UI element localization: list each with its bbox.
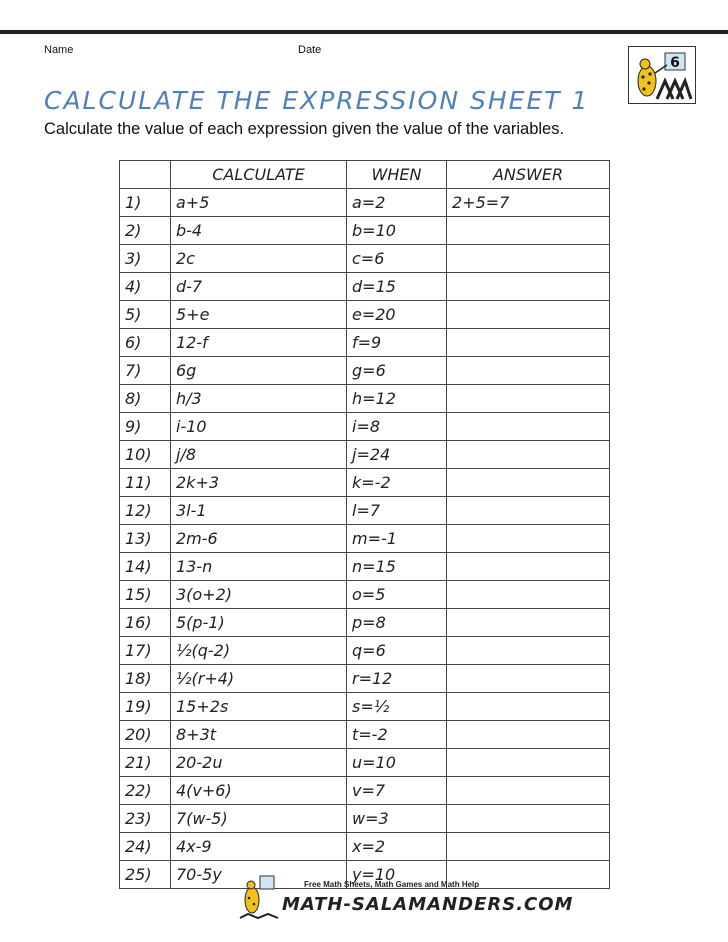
header-when: WHEN	[347, 161, 447, 189]
row-answer[interactable]	[447, 777, 610, 805]
row-number: 22)	[120, 777, 171, 805]
table-row	[120, 777, 610, 805]
row-answer[interactable]	[447, 329, 610, 357]
row-answer[interactable]	[447, 497, 610, 525]
table-row	[120, 357, 610, 385]
row-answer[interactable]	[447, 385, 610, 413]
row-answer[interactable]	[447, 357, 610, 385]
row-answer[interactable]	[447, 441, 610, 469]
row-expression: 5+e	[171, 301, 347, 329]
row-condition: d=15	[347, 273, 447, 301]
row-number: 8)	[120, 385, 171, 413]
table-row	[120, 581, 610, 609]
table-row	[120, 525, 610, 553]
table-row	[120, 805, 610, 833]
row-number: 19)	[120, 693, 171, 721]
table-row	[120, 329, 610, 357]
row-expression: ½(q-2)	[171, 637, 347, 665]
row-answer[interactable]: 2+5=7	[447, 189, 610, 217]
row-condition: j=24	[347, 441, 447, 469]
row-condition: c=6	[347, 245, 447, 273]
row-expression: 8+3t	[171, 721, 347, 749]
row-number: 17)	[120, 637, 171, 665]
table-row	[120, 637, 610, 665]
table-row	[120, 217, 610, 245]
row-condition: q=6	[347, 637, 447, 665]
row-answer[interactable]	[447, 609, 610, 637]
row-number: 14)	[120, 553, 171, 581]
row-condition: g=6	[347, 357, 447, 385]
row-expression: 70-5y	[171, 861, 347, 889]
page-title: CALCULATE THE EXPRESSION SHEET 1	[44, 86, 590, 115]
row-expression: 4x-9	[171, 833, 347, 861]
table-row	[120, 245, 610, 273]
row-number: 10)	[120, 441, 171, 469]
row-number: 15)	[120, 581, 171, 609]
row-expression: 6g	[171, 357, 347, 385]
row-answer[interactable]	[447, 301, 610, 329]
row-answer[interactable]	[447, 833, 610, 861]
row-answer[interactable]	[447, 805, 610, 833]
row-condition: y=10	[347, 861, 447, 889]
table-row	[120, 721, 610, 749]
row-number: 1)	[120, 189, 171, 217]
row-condition: r=12	[347, 665, 447, 693]
row-expression: 12-f	[171, 329, 347, 357]
row-expression: 2k+3	[171, 469, 347, 497]
row-number: 2)	[120, 217, 171, 245]
row-answer[interactable]	[447, 469, 610, 497]
top-rule	[0, 30, 728, 34]
row-number: 4)	[120, 273, 171, 301]
table-row	[120, 833, 610, 861]
row-expression: b-4	[171, 217, 347, 245]
row-answer[interactable]	[447, 693, 610, 721]
table-row	[120, 273, 610, 301]
row-condition: u=10	[347, 749, 447, 777]
date-label: Date	[298, 44, 322, 56]
table-row	[120, 189, 610, 217]
row-condition: s=½	[347, 693, 447, 721]
footer-logo	[238, 874, 280, 920]
grade-logo	[628, 46, 696, 104]
table-row	[120, 413, 610, 441]
row-number: 25)	[120, 861, 171, 889]
table-row	[120, 693, 610, 721]
row-number: 7)	[120, 357, 171, 385]
row-condition: i=8	[347, 413, 447, 441]
header-number	[120, 161, 171, 189]
row-expression: d-7	[171, 273, 347, 301]
row-answer[interactable]	[447, 413, 610, 441]
row-condition: h=12	[347, 385, 447, 413]
row-expression: 4(v+6)	[171, 777, 347, 805]
row-condition: p=8	[347, 609, 447, 637]
row-number: 3)	[120, 245, 171, 273]
row-answer[interactable]	[447, 217, 610, 245]
row-answer[interactable]	[447, 637, 610, 665]
header-calculate: CALCULATE	[171, 161, 347, 189]
row-condition: l=7	[347, 497, 447, 525]
row-expression: 2c	[171, 245, 347, 273]
table-row	[120, 553, 610, 581]
row-expression: ½(r+4)	[171, 665, 347, 693]
row-expression: h/3	[171, 385, 347, 413]
worksheet-table	[119, 160, 609, 884]
table-row	[120, 749, 610, 777]
row-expression: 13-n	[171, 553, 347, 581]
row-condition: e=20	[347, 301, 447, 329]
row-number: 5)	[120, 301, 171, 329]
row-expression: 7(w-5)	[171, 805, 347, 833]
row-number: 18)	[120, 665, 171, 693]
row-number: 12)	[120, 497, 171, 525]
row-answer[interactable]	[447, 245, 610, 273]
row-condition: o=5	[347, 581, 447, 609]
table-row	[120, 497, 610, 525]
salamander-grade-icon	[629, 47, 695, 103]
row-condition: k=-2	[347, 469, 447, 497]
row-answer[interactable]	[447, 581, 610, 609]
grade-number: 6	[670, 55, 680, 71]
table-row	[120, 385, 610, 413]
row-answer[interactable]	[447, 525, 610, 553]
row-condition: t=-2	[347, 721, 447, 749]
row-expression: 3l-1	[171, 497, 347, 525]
instructions: Calculate the value of each expression given the value of the variables.	[44, 120, 565, 138]
table-header-row	[120, 161, 610, 189]
row-condition: n=15	[347, 553, 447, 581]
row-answer[interactable]	[447, 553, 610, 581]
row-number: 21)	[120, 749, 171, 777]
table-row	[120, 301, 610, 329]
row-answer[interactable]	[447, 749, 610, 777]
row-number: 13)	[120, 525, 171, 553]
row-condition: f=9	[347, 329, 447, 357]
row-number: 24)	[120, 833, 171, 861]
row-condition: v=7	[347, 777, 447, 805]
salamander-logo-icon	[238, 874, 280, 920]
name-label: Name	[44, 44, 74, 56]
row-number: 11)	[120, 469, 171, 497]
row-number: 23)	[120, 805, 171, 833]
row-answer[interactable]	[447, 721, 610, 749]
row-number: 20)	[120, 721, 171, 749]
row-expression: a+5	[171, 189, 347, 217]
row-expression: 15+2s	[171, 693, 347, 721]
footer-brand: MATH-SALAMANDERS.COM	[282, 894, 574, 915]
row-expression: 3(o+2)	[171, 581, 347, 609]
row-condition: a=2	[347, 189, 447, 217]
header-answer: ANSWER	[447, 161, 610, 189]
row-condition: w=3	[347, 805, 447, 833]
table-row	[120, 665, 610, 693]
row-number: 9)	[120, 413, 171, 441]
footer-tagline: Free Math Sheets, Math Games and Math Help	[304, 880, 480, 889]
row-condition: b=10	[347, 217, 447, 245]
row-expression: 5(p-1)	[171, 609, 347, 637]
row-expression: 20-2u	[171, 749, 347, 777]
row-expression: j/8	[171, 441, 347, 469]
row-answer[interactable]	[447, 273, 610, 301]
table-row	[120, 469, 610, 497]
row-number: 16)	[120, 609, 171, 637]
table-row	[120, 441, 610, 469]
row-number: 6)	[120, 329, 171, 357]
row-condition: m=-1	[347, 525, 447, 553]
row-expression: 2m-6	[171, 525, 347, 553]
row-answer[interactable]	[447, 665, 610, 693]
row-expression: i-10	[171, 413, 347, 441]
table-row	[120, 609, 610, 637]
row-condition: x=2	[347, 833, 447, 861]
